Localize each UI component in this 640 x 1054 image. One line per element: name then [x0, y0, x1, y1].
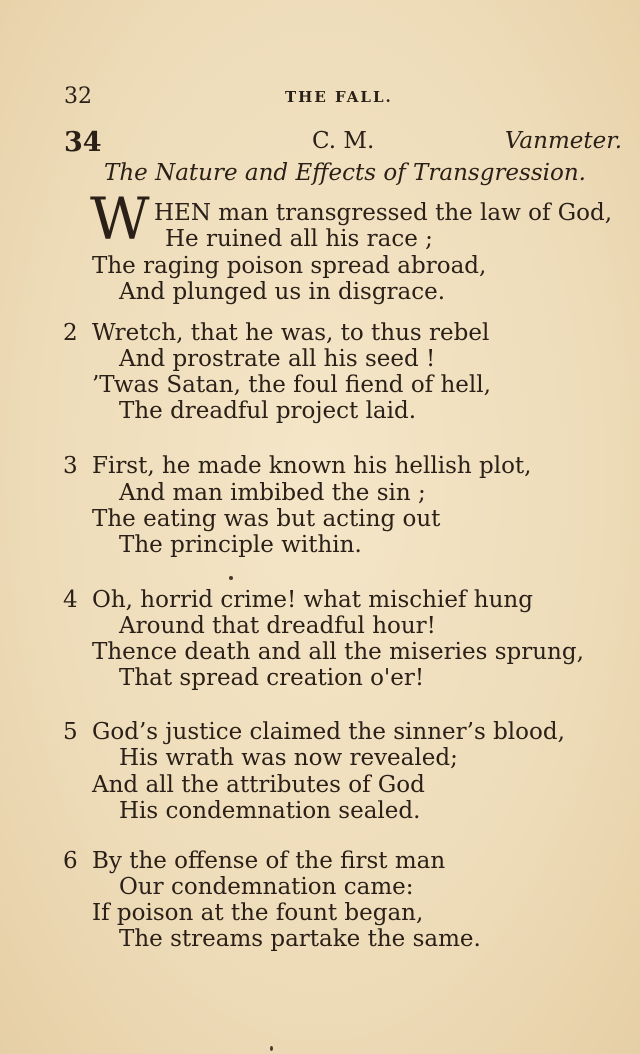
stanza-2-line-2: And prostrate all his seed !: [119, 346, 436, 372]
stanza-1-line-2: He ruined all his race ;: [165, 226, 433, 252]
stanza-5-line-3: And all the attributes of God: [92, 772, 425, 798]
stanza-3-line-4: The principle within.: [119, 532, 362, 558]
stanza-2-line-3: ’Twas Satan, the foul fiend of hell,: [92, 372, 491, 398]
stanza-4-line-4: That spread creation o'er!: [119, 665, 425, 691]
stanza-6-number: 6: [63, 848, 78, 874]
drop-cap: W: [90, 185, 150, 253]
stanza-6-line-4: The streams partake the same.: [119, 926, 481, 952]
stanza-3-line-1: First, he made known his hellish plot,: [92, 453, 532, 479]
stanza-3-number: 3: [63, 453, 78, 479]
stanza-4-line-2: Around that dreadful hour!: [119, 613, 436, 639]
stanza-4-number: 4: [63, 587, 78, 613]
hymn-meter: C. M.: [312, 128, 375, 154]
stanza-6-line-2: Our condemnation came:: [119, 874, 414, 900]
stanza-1-line-3: The raging poison spread abroad,: [92, 253, 487, 279]
stanza-2-line-1: Wretch, that he was, to thus rebel: [92, 320, 490, 346]
stanza-5-line-2: His wrath was now revealed;: [119, 745, 458, 771]
stanza-5-line-1: God’s justice claimed the sinner’s blood,: [92, 719, 565, 745]
hymn-number: 34: [64, 127, 102, 158]
page-number: 32: [64, 84, 92, 109]
hymn-title: The Nature and Effects of Transgression.: [104, 160, 586, 186]
stanza-5-line-4: His condemnation sealed.: [119, 798, 421, 824]
stanza-1-line-1: HEN man transgressed the law of God,: [154, 200, 613, 226]
ink-speck: [270, 1046, 273, 1051]
hymn-tune: Vanmeter.: [504, 128, 622, 154]
stanza-4-line-1: Oh, horrid crime! what mischief hung: [92, 587, 533, 613]
stanza-2-number: 2: [63, 320, 78, 346]
stanza-4-line-3: Thence death and all the miseries sprung,: [92, 639, 584, 665]
stanza-6-line-1: By the offense of the first man: [92, 848, 446, 874]
stanza-3-line-2: And man imbibed the sin ;: [119, 480, 426, 506]
stanza-6-line-3: If poison at the fount began,: [92, 900, 424, 926]
stanza-2-line-4: The dreadful project laid.: [119, 398, 417, 424]
stanza-1-line-4: And plunged us in disgrace.: [119, 279, 446, 305]
running-title: THE FALL.: [285, 88, 393, 106]
stanza-3-line-3: The eating was but acting out: [92, 506, 441, 532]
stanza-5-number: 5: [63, 719, 78, 745]
ink-speck: [229, 576, 233, 580]
